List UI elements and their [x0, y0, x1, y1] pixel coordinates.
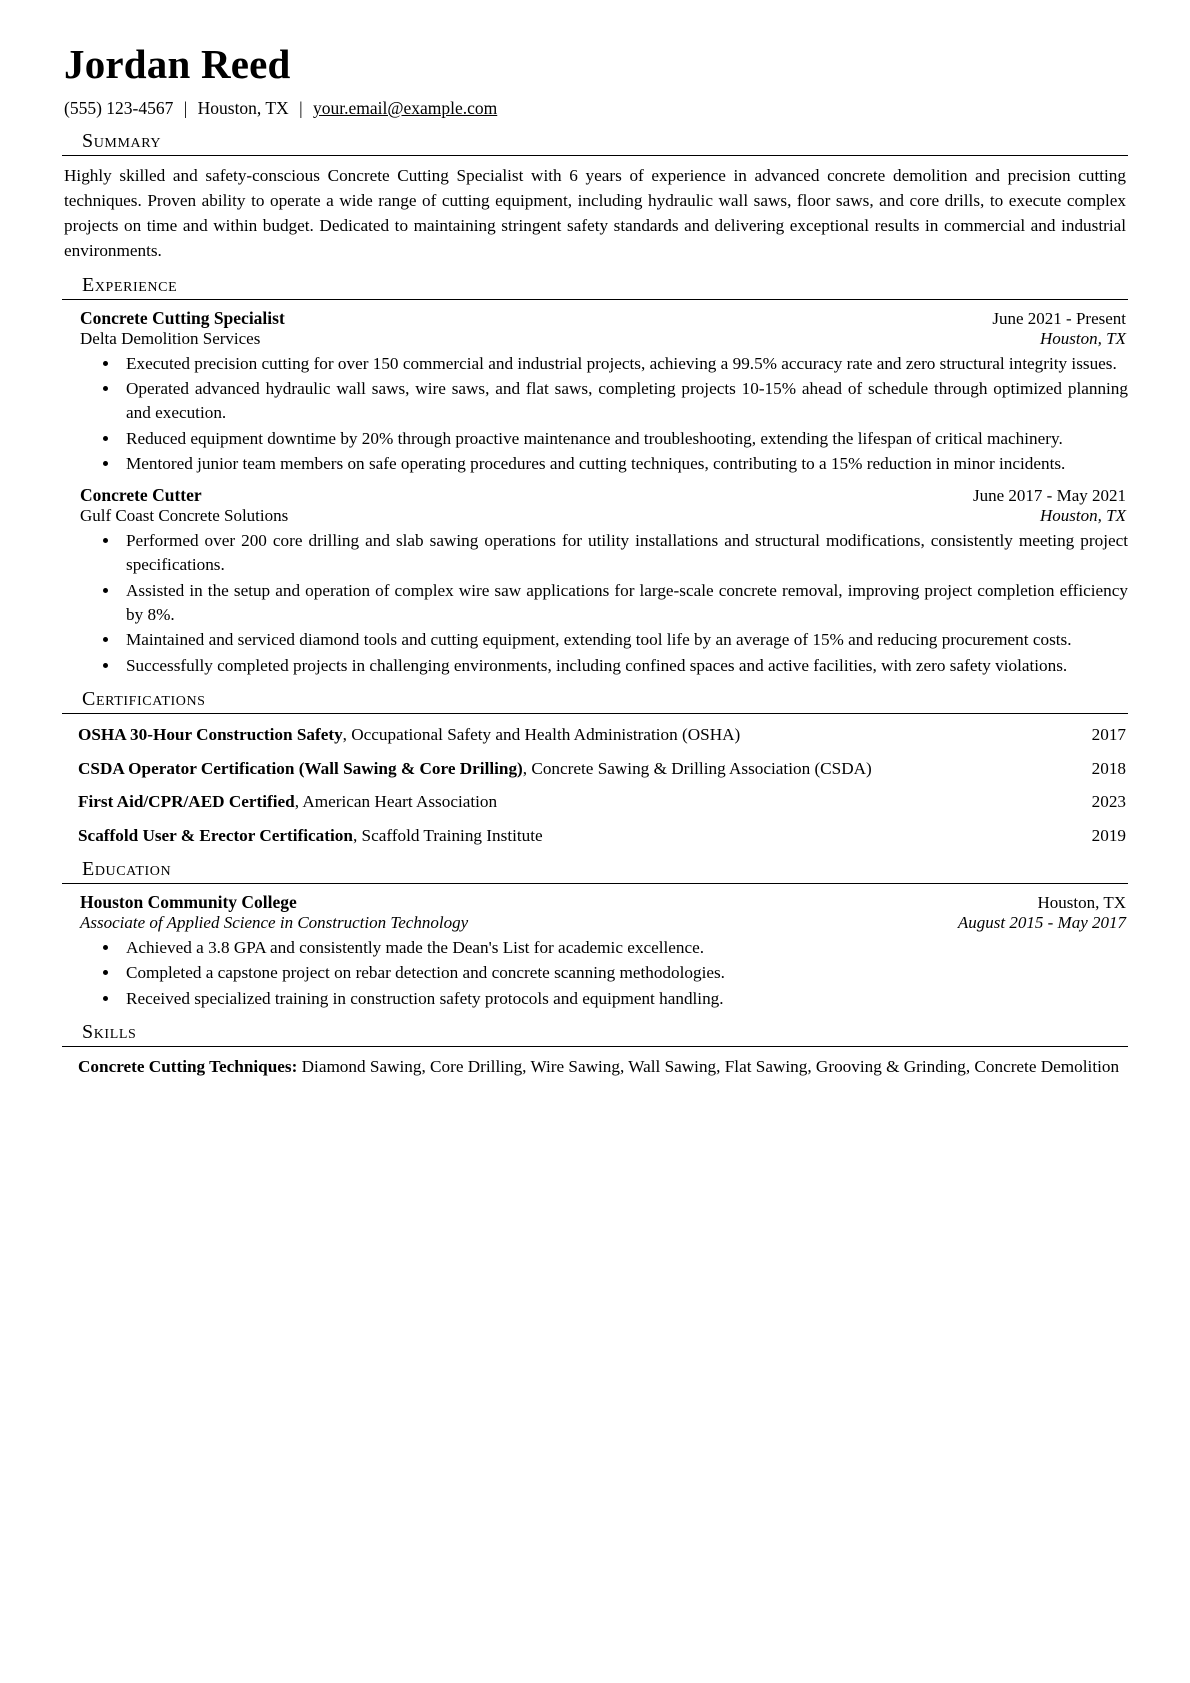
education-school: Houston Community College — [80, 891, 297, 912]
job-title: Concrete Cutting Specialist — [80, 307, 285, 328]
certification-item — [78, 723, 1126, 747]
experience-entry-header — [64, 308, 1126, 329]
experience-entry-header — [64, 485, 1126, 506]
education-entry-header — [64, 892, 1126, 913]
skill-group — [78, 1055, 1126, 1080]
job-company: Delta Demolition Services — [80, 328, 261, 348]
section-divider-experience — [62, 299, 1128, 300]
contact-line — [64, 97, 1128, 120]
job-bullet-list — [62, 529, 1128, 679]
summary-text: Highly skilled and safety-conscious Concrete Cutting Specialist with 6 years of experience in advanced concrete demolition and precision cutting techniques. Proven ability to operate a wide range of cutting equipment, including hydraulic wall saws, floor saws, and core drills, to execute complex projects on time and within budget. Dedicated to maintaining stringent safety standards and delivering exceptional results in commercial and industrial environments. — [64, 165, 1126, 260]
section-education — [62, 858, 1128, 1011]
contact-separator-2: | — [299, 98, 303, 119]
page-title: Jordan Reed — [64, 41, 291, 87]
certification-name: First Aid/CPR/AED Certified — [78, 792, 295, 812]
location-text: Houston, TX — [197, 98, 289, 119]
education-bullet-list — [62, 936, 1128, 1011]
job-bullet: • Reduced equipment downtime by 20% through proactive maintenance and troubleshooting, extending the lifespan of critical machinery. — [120, 427, 1128, 451]
certification-name: Scaffold User & Erector Certification — [78, 825, 353, 845]
section-certifications — [62, 688, 1128, 848]
job-dates: June 2021 - Present — [992, 308, 1126, 328]
job-location: Houston, TX — [1040, 328, 1126, 348]
education-entry-subheader — [64, 913, 1126, 933]
certification-year: 2018 — [1091, 758, 1126, 778]
education-degree: Associate of Applied Science in Construction Technology — [80, 912, 469, 932]
education-bullet: • Achieved a 3.8 GPA and consistently made the Dean's List for academic excellence. — [120, 936, 1128, 960]
skill-category: Concrete Cutting Techniques: — [78, 1057, 298, 1077]
section-title-skills: Skills — [82, 1021, 137, 1044]
section-divider-summary — [62, 155, 1128, 156]
certification-year: 2017 — [1091, 725, 1126, 745]
certification-name: CSDA Operator Certification (Wall Sawing & Core Drilling) — [78, 758, 523, 778]
email-link[interactable]: your.email@example.com — [312, 98, 498, 119]
skill-list: Diamond Sawing, Core Drilling, Wire Sawing, Wall Sawing, Flat Sawing, Grooving & Grinding, Concrete Demolition — [301, 1057, 1120, 1077]
education-location: Houston, TX — [1037, 892, 1126, 912]
certification-name: OSHA 30-Hour Construction Safety — [78, 725, 343, 745]
job-bullet: • Executed precision cutting for over 150 commercial and industrial projects, achieving a 99.5% accuracy rate and zero structural integrity issues. — [120, 352, 1128, 376]
section-title-summary: Summary — [82, 129, 162, 152]
education-bullet: • Completed a capstone project on rebar detection and concrete scanning methodologies. — [120, 961, 1128, 985]
certification-issuer: , American Heart Association — [294, 792, 498, 812]
education-bullet: • Received specialized training in construction safety protocols and equipment handling. — [120, 987, 1128, 1011]
certification-issuer: , Occupational Safety and Health Administration (OSHA) — [342, 725, 741, 745]
experience-entry-subheader — [64, 506, 1126, 526]
section-title-education: Education — [82, 857, 172, 880]
resume-header — [62, 42, 1128, 120]
certification-item — [78, 757, 1126, 781]
phone-text: (555) 123-4567 — [64, 98, 174, 119]
job-bullet-list — [62, 352, 1128, 477]
experience-entry — [62, 308, 1128, 477]
job-bullet: • Successfully completed projects in challenging environments, including confined spaces and active facilities, with zero safety violations. — [120, 654, 1128, 678]
job-bullet: • Maintained and serviced diamond tools and cutting equipment, extending tool life by an average of 15% and reducing procurement costs. — [120, 628, 1128, 652]
job-dates: June 2017 - May 2021 — [973, 485, 1126, 505]
section-skills — [62, 1021, 1128, 1080]
certification-issuer: , Scaffold Training Institute — [352, 825, 543, 845]
job-bullet: • Assisted in the setup and operation of complex wire saw applications for large-scale concrete removal, improving project completion efficiency by 8%. — [120, 579, 1128, 628]
section-divider-education — [62, 883, 1128, 884]
certification-year: 2019 — [1091, 825, 1126, 845]
contact-separator-1: | — [183, 98, 188, 119]
section-divider-skills — [62, 1046, 1128, 1047]
job-title: Concrete Cutter — [80, 484, 202, 505]
education-dates: August 2015 - May 2017 — [957, 912, 1126, 932]
section-summary — [62, 130, 1128, 264]
section-title-experience: Experience — [82, 273, 178, 296]
job-company: Gulf Coast Concrete Solutions — [80, 505, 289, 525]
job-bullet: • Mentored junior team members on safe operating procedures and cutting techniques, contributing to a 15% reduction in minor incidents. — [120, 452, 1128, 476]
job-bullet: • Performed over 200 core drilling and slab sawing operations for utility installations and structural modifications, consistently meeting project specifications. — [120, 529, 1128, 578]
job-bullet: • Operated advanced hydraulic wall saws, wire saws, and flat saws, completing projects 10-15% ahead of schedule through optimized planning and execution. — [120, 377, 1128, 426]
certification-year: 2023 — [1091, 792, 1126, 812]
certification-item — [78, 824, 1126, 848]
section-experience — [62, 274, 1128, 679]
certification-issuer: , Concrete Sawing & Drilling Association (CSDA) — [522, 758, 872, 778]
certification-item — [78, 790, 1126, 814]
job-location: Houston, TX — [1040, 505, 1126, 525]
experience-entry — [62, 485, 1128, 679]
section-title-certifications: Certifications — [82, 688, 206, 711]
section-divider-certifications — [62, 713, 1128, 714]
experience-entry-subheader — [64, 329, 1126, 349]
